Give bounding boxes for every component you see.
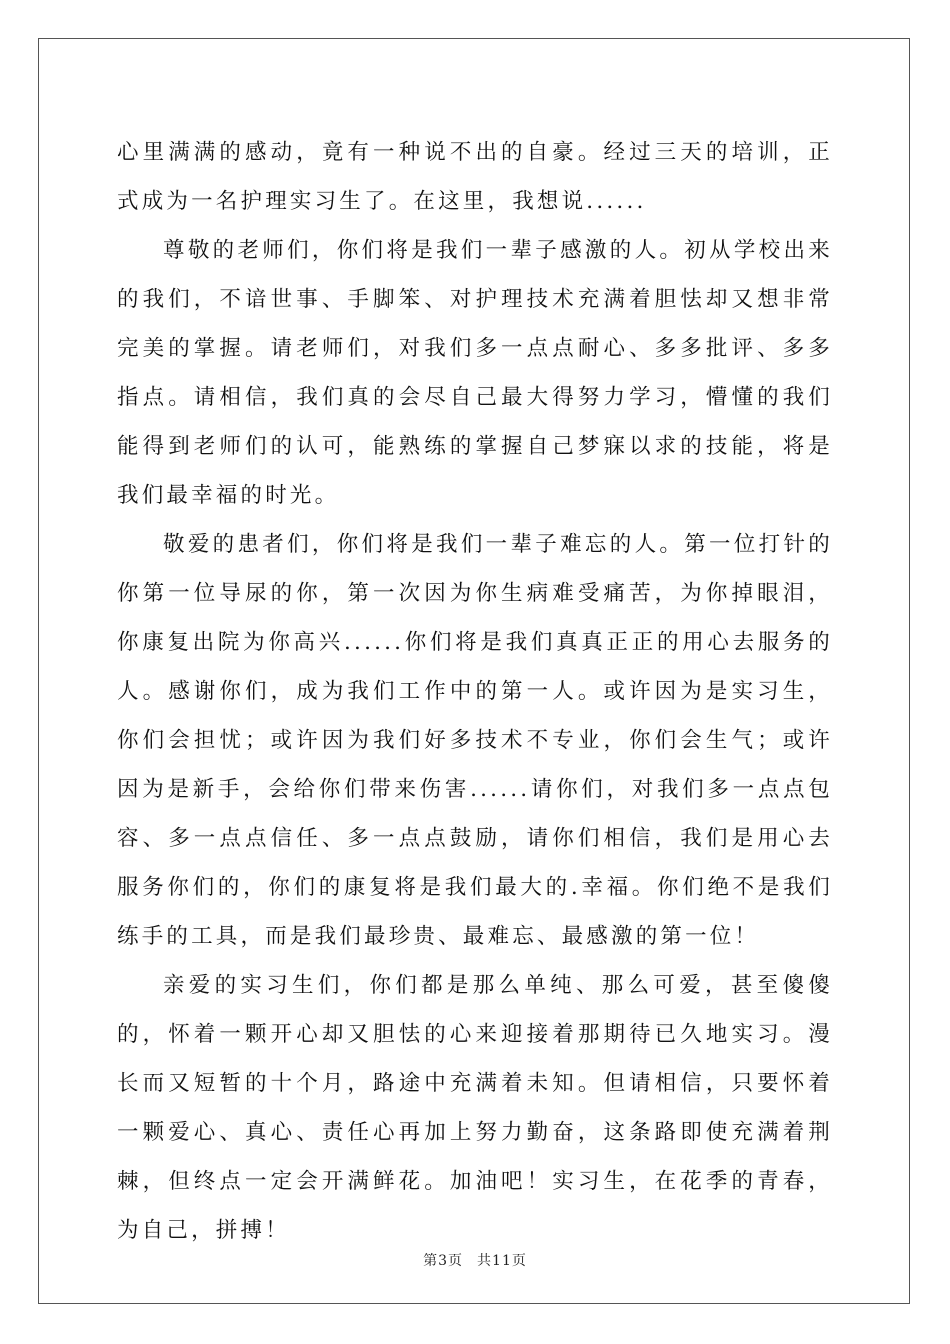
page-number: 第3页 [423,1253,464,1269]
paragraph-1: 心里满满的感动，竟有一种说不出的自豪。经过三天的培训，正式成为一名护理实习生了。在这里，我想说...... [117,140,833,214]
page-footer [0,1250,950,1270]
paragraph-3: 敬爱的患者们，你们将是我们一辈子难忘的人。第一位打针的你第一位导尿的你，第一次因为你生病难受痛苦，为你掉眼泪，你康复出院为你高兴......你们将是我们真真正正的用心去服务的人。感谢你们，成为我们工作中的第一人。或许因为是实习生，你们会担忧；或许因为我们好多技术不专业，你们会生气；或许因为是新手，会给你们带来伤害......请你们，对我们多一点点包容、多一点点信任、多一点点鼓励，请你们相信，我们是用心去服务你们的，你们的康复将是我们最大的.幸福。你们绝不是我们练手的工具，而是我们最珍贵、最难忘、最感激的第一位！ [117,532,833,949]
paragraph-2: 尊敬的老师们，你们将是我们一辈子感激的人。初从学校出来的我们，不谙世事、手脚笨、对护理技术充满着胆怯却又想非常完美的掌握。请老师们，对我们多一点点耐心、多多批评、多多指点。请相信，我们真的会尽自己最大得努力学习，懵懂的我们能得到老师们的认可，能熟练的掌握自己梦寐以求的技能，将是我们最幸福的时光。 [117,238,833,508]
document-body [117,128,833,1255]
paragraph-4: 亲爱的实习生们，你们都是那么单纯、那么可爱，甚至傻傻的，怀着一颗开心却又胆怯的心来迎接着那期待已久地实习。漫长而又短暂的十个月，路途中充满着未知。但请相信，只要怀着一颗爱心、真心、责任心再加上努力勤奋，这条路即使充满着荆棘，但终点一定会开满鲜花。加油吧！实习生，在花季的青春，为自己，拼搏！ [117,973,833,1243]
page-total: 共11页 [477,1253,527,1269]
